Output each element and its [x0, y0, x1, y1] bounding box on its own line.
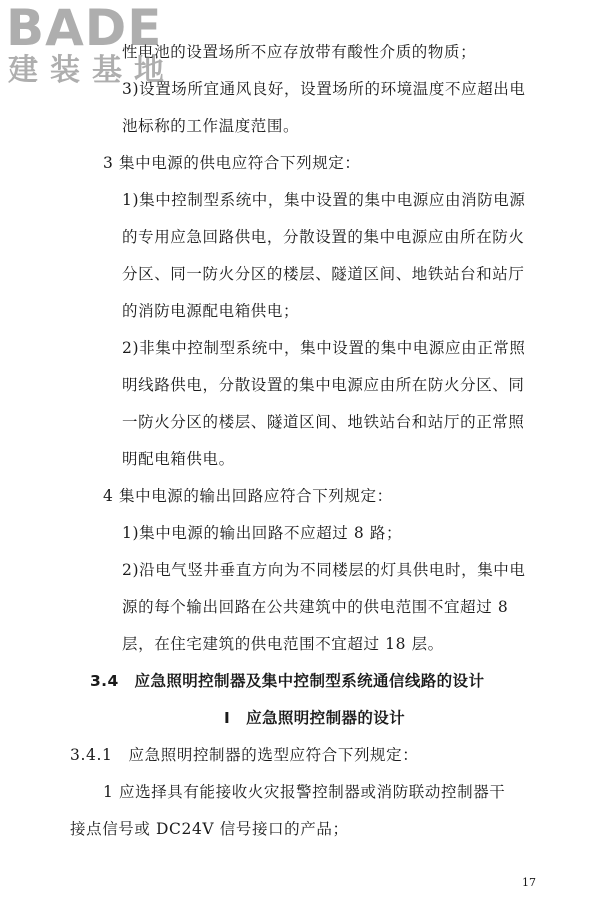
text-line: 的专用应急回路供电，分散设置的集中电源应由所在防火 — [122, 228, 525, 246]
text-line: 的消防电源配电箱供电； — [122, 302, 300, 320]
text-line: 明线路供电，分散设置的集中电源应由所在防火分区、同 — [122, 376, 525, 394]
section-heading: 3.4 应急照明控制器及集中控制型系统通信线路的设计 — [90, 672, 485, 690]
text-line: 池标称的工作温度范围。 — [122, 117, 300, 135]
watermark-logo — [6, 2, 176, 92]
text-line: 1)集中控制型系统中，集中设置的集中电源应由消防电源 — [122, 191, 526, 209]
text-line: 2)沿电气竖井垂直方向为不同楼层的灯具供电时，集中电 — [122, 561, 526, 579]
text-line: 一防火分区的楼层、隧道区间、地铁站台和站厅的正常照 — [122, 413, 525, 431]
text-line: 1)集中电源的输出回路不应超过 8 路； — [122, 524, 403, 542]
text-line: 层，在住宅建筑的供电范围不宜超过 18 层。 — [122, 635, 444, 653]
clause-line: 3.4.1 应急照明控制器的选型应符合下列规定： — [70, 746, 419, 764]
text-line: 明配电箱供电。 — [122, 450, 235, 468]
watermark-brand-text: BADE — [6, 0, 163, 57]
text-line: 分区、同一防火分区的楼层、隧道区间、地铁站台和站厅 — [122, 265, 525, 283]
clause-line: 1 应选择具有能接收火灾报警控制器或消防联动控制器干 — [103, 783, 506, 801]
text-line: 2)非集中控制型系统中，集中设置的集中电源应由正常照 — [122, 339, 526, 357]
text-line: 3)设置场所宜通风良好，设置场所的环境温度不应超出电 — [122, 80, 526, 98]
watermark-chinese-text: 建装基地 — [8, 53, 176, 88]
text-line: 3 集中电源的供电应符合下列规定： — [103, 154, 361, 172]
subsection-heading: Ⅰ 应急照明控制器的设计 — [224, 709, 406, 727]
text-line: 源的每个输出回路在公共建筑中的供电范围不宜超过 8 — [122, 598, 509, 616]
page-number: 17 — [522, 876, 536, 889]
text-line: 4 集中电源的输出回路应符合下列规定： — [103, 487, 393, 505]
clause-line: 接点信号或 DC24V 信号接口的产品； — [70, 820, 349, 838]
text-line: 性电池的设置场所不应存放带有酸性介质的物质； — [122, 43, 477, 61]
